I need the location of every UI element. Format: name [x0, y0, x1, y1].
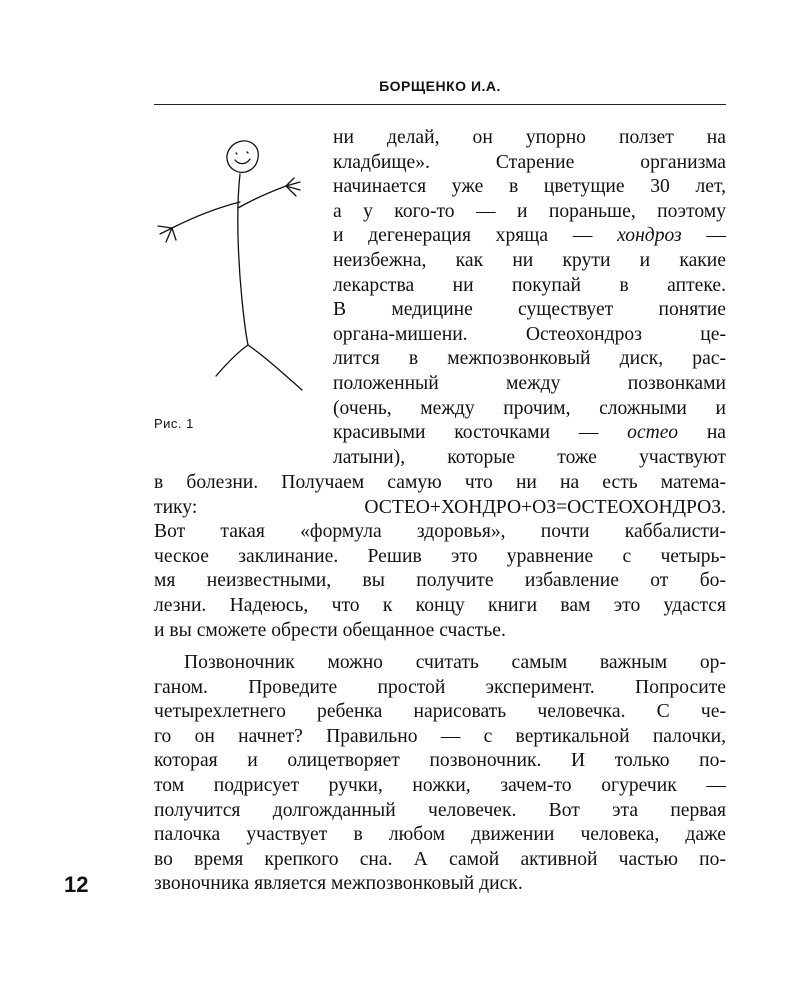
text-line: красивыми косточками — остео на	[333, 422, 726, 444]
text-line: лится в межпозвонковый диск, рас-	[333, 348, 726, 370]
text-line: тику: ОСТЕО+ХОНДРО+ОЗ=ОСТЕОХОНДРОЗ.	[154, 496, 726, 518]
stick-figure-left-hand	[158, 226, 176, 242]
text-line: четырехлетнего ребенка нарисовать человечка. С че-	[154, 701, 726, 723]
stick-figure-illustration	[152, 130, 322, 400]
text-line: ни делай, он упорно ползет на	[333, 127, 726, 148]
text-line: латыни), которые тоже участвуют	[333, 446, 726, 468]
text-line: палочка участвует в любом движении человека, даже	[154, 824, 726, 846]
text-line: неизбежна, как ни крути и какие	[333, 249, 726, 271]
text-line: и дегенерация хряща — хондроз —	[333, 225, 726, 247]
text-line: которая и олицетворяет позвоночник. И только по-	[154, 750, 726, 772]
text-line: го он начнет? Правильно — с вертикальной палочки,	[154, 725, 726, 747]
text-line: лезни. Надеюсь, что к концу книги вам это удастся	[154, 594, 726, 616]
page-number: 12	[64, 872, 89, 897]
text-line: во время крепкого сна. А самой активной частью по-	[154, 848, 726, 870]
text-line: положенный между позвонками	[333, 372, 726, 394]
running-header: БОРЩЕНКО И.А.	[379, 78, 501, 94]
text-line: и вы сможете обрести обещанное счастье.	[154, 619, 506, 641]
stick-figure-left-leg	[216, 345, 248, 376]
text-line: органа-мишени. Остеохондроз це-	[333, 323, 726, 345]
text-line: кладбище». Старение организма	[333, 151, 726, 173]
stick-figure-left-eye	[236, 153, 237, 154]
stick-figure-right-eye	[247, 152, 248, 153]
wrapped-column-text	[333, 126, 726, 470]
stick-figure-right-leg	[248, 345, 302, 390]
text-line: Позвоночник можно считать самым важным ор-	[184, 652, 726, 673]
figure-caption: Рис. 1	[154, 416, 194, 431]
stick-figure-right-hand	[286, 178, 300, 196]
text-line: лекарства ни покупай в аптеке.	[333, 274, 726, 296]
paragraph-spine	[154, 651, 726, 897]
stick-figure-smile	[235, 159, 250, 164]
text-line: получится долгожданный человечек. Вот эта первая	[154, 799, 726, 821]
text-line: мя неизвестными, вы получите избавление от бо-	[154, 570, 726, 592]
text-line: ческое заклинание. Решив это уравнение с четырь-	[154, 545, 726, 567]
text-line: в болезни. Получаем самую что ни на есть матема-	[154, 472, 726, 493]
text-line: начинается уже в цветущие 30 лет,	[333, 176, 726, 198]
stick-figure-head	[227, 141, 258, 172]
text-line: В медицине существует понятие	[333, 299, 726, 321]
text-line: (очень, между прочим, сложными и	[333, 397, 726, 419]
text-line: Вот такая «формула здоровья», почти каббалисти-	[154, 521, 726, 543]
text-line: том подрисует ручки, ножки, зачем-то огуречик —	[154, 774, 726, 796]
stick-figure-drawing	[152, 130, 322, 400]
stick-figure-right-arm	[238, 186, 286, 208]
stick-figure-left-arm	[172, 202, 240, 228]
text-line: а у кого-то — и пораньше, поэтому	[333, 200, 726, 222]
header-rule	[154, 104, 726, 105]
paragraph-continuation	[154, 471, 726, 643]
text-line: ганом. Проведите простой эксперимент. Попросите	[154, 676, 726, 698]
stick-figure-spine	[238, 174, 248, 345]
text-line: звоночника является межпозвонковый диск.	[154, 873, 523, 895]
